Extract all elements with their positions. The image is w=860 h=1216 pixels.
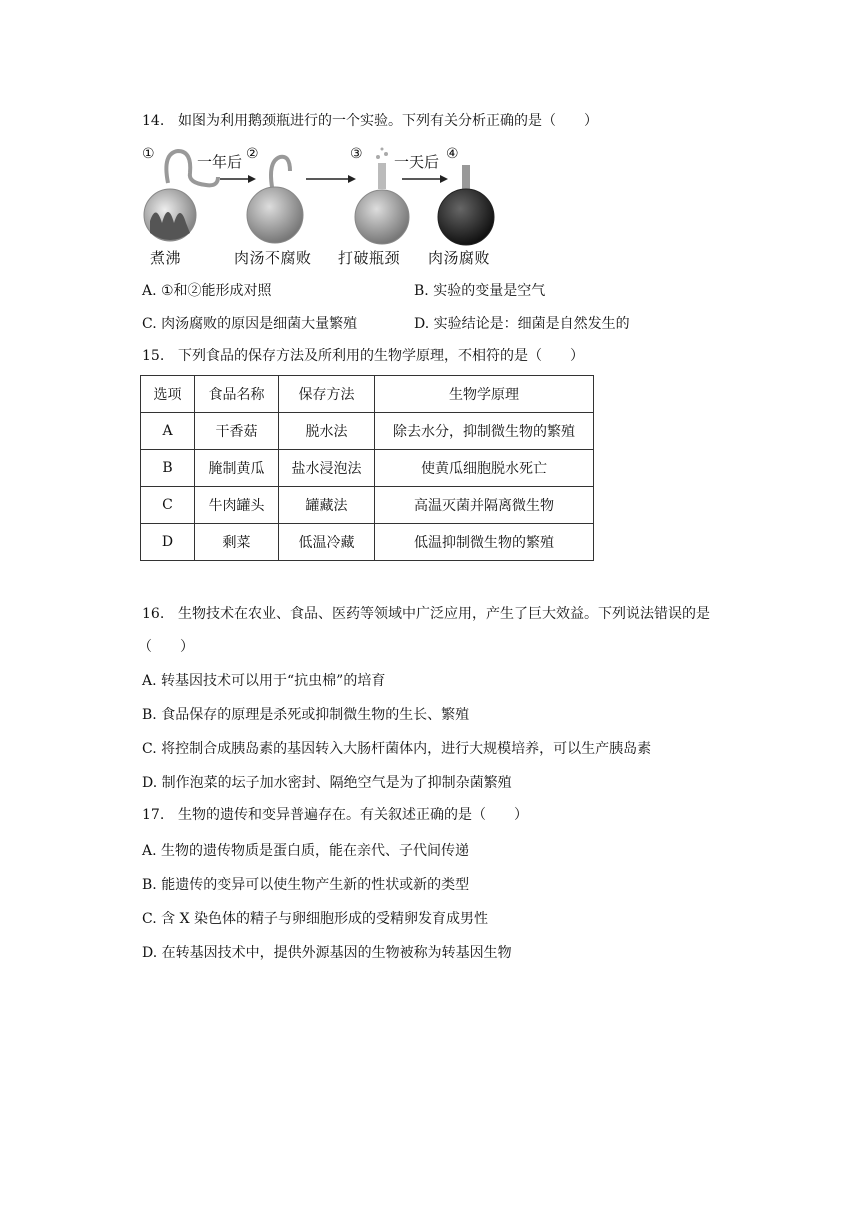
q14-option-d: D. 实验结论是：细菌是自然发生的: [414, 316, 630, 332]
question-number: 14.: [142, 113, 165, 129]
question-text: 生物技术在农业、食品、医药等领域中广泛应用，产生了巨大效益。下列说法错误的是: [178, 606, 710, 622]
table-cell: 牛肉罐头: [195, 487, 279, 524]
table-cell: 腌制黄瓜: [195, 450, 279, 487]
flask-2-bulb: [247, 187, 303, 243]
q17-option-c: C. 含 X 染色体的精子与卵细胞形成的受精卵发育成男性: [142, 911, 488, 927]
caption-boil: 煮沸: [150, 249, 182, 267]
question-text: 生物的遗传和变异普遍存在。有关叙述正确的是（ ）: [178, 807, 528, 823]
table-cell: C: [141, 487, 195, 524]
table-cell: 低温抑制微生物的繁殖: [375, 524, 594, 561]
q17-option-d: D. 在转基因技术中，提供外源基因的生物被称为转基因生物: [142, 945, 512, 961]
step-2-label: ②: [246, 146, 259, 162]
question-number: 15.: [142, 348, 165, 364]
food-preservation-table: [140, 375, 594, 561]
arrow-head-1: [248, 175, 256, 183]
flask-2-neck: [271, 157, 290, 187]
caption-not-spoiled: 肉汤不腐败: [234, 249, 312, 267]
flask-4-neck: [462, 165, 470, 189]
step-3-label: ③: [350, 146, 363, 162]
table-cell: 除去水分，抑制微生物的繁殖: [375, 413, 594, 450]
table-cell: 使黄瓜细胞脱水死亡: [375, 450, 594, 487]
table-cell: B: [141, 450, 195, 487]
table-row: [141, 487, 594, 524]
arrow-label-one-year: 一年后: [197, 153, 243, 171]
header-method: 保存方法: [279, 376, 375, 413]
table-row: [141, 524, 594, 561]
q16-option-a: A. 转基因技术可以用于“抗虫棉”的培育: [142, 673, 386, 689]
table-row: [141, 450, 594, 487]
caption-break-neck: 打破瓶颈: [338, 249, 401, 267]
header-principle: 生物学原理: [375, 376, 594, 413]
step-1-label: ①: [142, 146, 155, 162]
q14-option-c: C. 肉汤腐败的原因是细菌大量繁殖: [142, 316, 358, 332]
table-cell: 盐水浸泡法: [279, 450, 375, 487]
step-4-label: ④: [446, 146, 459, 162]
flask-3-neck: [378, 163, 386, 189]
question-text: 下列食品的保存方法及所利用的生物学原理，不相符的是（ ）: [178, 348, 584, 364]
arrow-head-3: [440, 175, 448, 183]
table-row: [141, 413, 594, 450]
table-cell: 低温冷藏: [279, 524, 375, 561]
table-cell: D: [141, 524, 195, 561]
header-option: 选项: [141, 376, 195, 413]
question-text: 如图为利用鹅颈瓶进行的一个实验。下列有关分析正确的是（ ）: [178, 113, 598, 129]
table-cell: A: [141, 413, 195, 450]
q16-option-d: D. 制作泡菜的坛子加水密封、隔绝空气是为了抑制杂菌繁殖: [142, 775, 512, 791]
q17-option-b: B. 能遗传的变异可以使生物产生新的性状或新的类型: [142, 877, 470, 893]
flask-4-bulb: [438, 189, 494, 245]
table-cell: 高温灭菌并隔离微生物: [375, 487, 594, 524]
question-number: 16.: [142, 606, 165, 622]
header-food: 食品名称: [195, 376, 279, 413]
gooseneck-flask-figure: [140, 143, 500, 271]
q16-option-b: B. 食品保存的原理是杀死或抑制微生物的生长、繁殖: [142, 707, 470, 723]
arrow-head-2: [348, 175, 356, 183]
table-cell: 干香菇: [195, 413, 279, 450]
question-16-answer-blank: （ ）: [138, 639, 194, 655]
table-cell: 罐藏法: [279, 487, 375, 524]
q17-option-a: A. 生物的遗传物质是蛋白质，能在亲代、子代间传递: [142, 843, 470, 859]
flask-3-bulb: [355, 190, 409, 244]
caption-spoiled: 肉汤腐败: [428, 249, 491, 267]
question-15-stem: [142, 346, 584, 366]
q16-option-c: C. 将控制合成胰岛素的基因转入大肠杆菌体内，进行大规模培养，可以生产胰岛素: [142, 741, 652, 757]
table-cell: 脱水法: [279, 413, 375, 450]
arrow-label-one-day: 一天后: [394, 153, 440, 171]
table-header-row: [141, 376, 594, 413]
table-cell: 剩菜: [195, 524, 279, 561]
question-17-stem: [142, 805, 528, 825]
q14-option-a: A. ①和②能形成对照: [142, 283, 272, 299]
question-16-stem: [142, 604, 710, 624]
question-number: 17.: [142, 807, 165, 823]
q14-option-b: B. 实验的变量是空气: [414, 283, 546, 299]
question-14-stem: [142, 111, 598, 131]
